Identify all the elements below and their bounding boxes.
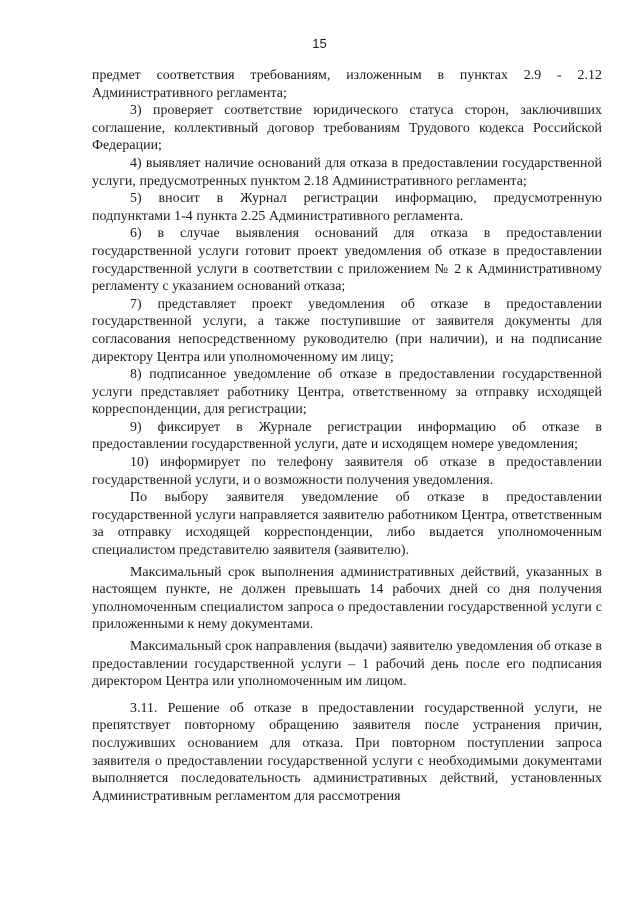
paragraph-item-9: 9) фиксирует в Журнале регистрации информацию об отказе в предоставлении государственной услуги, дате и исходящем номере уведомления; (92, 419, 602, 453)
paragraph-max-term-actions: Максимальный срок выполнения административных действий, указанных в настоящем пункте, не должен превышать 14 рабочих дней со дня получения уполномоченным специалистом запроса о предоставлении государственной услуги с приложенными к нему документами. (92, 564, 602, 633)
paragraph-item-10: 10) информирует по телефону заявителя об отказе в предоставлении государственной услуги, и о возможности получения уведомления. (92, 455, 602, 488)
paragraph-item-6: 6) в случае выявления оснований для отказа в предоставлении государственной услуги готовит проект уведомления об отказе в предоставлении государственной услуги в соответствии с приложением № 2 к Административному регламенту с указанием оснований отказа; (92, 226, 602, 295)
paragraph-item-5: 5) вносит в Журнал регистрации информацию, предусмотренную подпунктами 1-4 пункта 2.25 Административного регламента. (92, 191, 602, 224)
paragraph-section-3-11: 3.11. Решение об отказе в предоставлении государственной услуги, не препятствует повторному обращению заявителя после устранения причин, послуживших основанием для отказа. При повторном поступлении запроса заявителя о предоставлении государственной услуги с необходимыми документами выполняется последовательность административных действий, установленных Административным регламентом для рассмотрения (92, 700, 602, 804)
paragraph-item-3: 3) проверяет соответствие юридического статуса сторон, заключивших соглашение, коллективный договор требованиям Трудового кодекса Российской Федерации; (92, 103, 602, 154)
page-number: 15 (312, 36, 327, 51)
paragraph-item-7: 7) представляет проект уведомления об отказе в предоставлении государственной услуги, а также поступившие от заявителя документы для согласования непосредственному руководителю (при наличии), и на подписание директору Центра или уполномоченному им лицу; (92, 296, 602, 365)
paragraph-delivery-choice: По выбору заявителя уведомление об отказе в предоставлении государственной услуги направляется заявителю работником Центра, ответственным за отправку исходящей корреспонденции, либо выдается уполномоченным специалистом представителю заявителя (заявителю). (92, 490, 602, 559)
paragraph-max-term-delivery: Максимальный срок направления (выдачи) заявителю уведомления об отказе в предоставлении государственной услуги – 1 рабочий день после его подписания директором Центра или уполномоченным им лицом. (92, 639, 602, 690)
paragraph-continuation: предмет соответствия требованиям, изложенным в пунктах 2.9 - 2.12 Административного регламента; (92, 68, 602, 101)
paragraph-item-8: 8) подписанное уведомление об отказе в предоставлении государственной услуги представляет работнику Центра, ответственному за отправку исходящей корреспонденции, для регистрации; (92, 367, 602, 418)
document-body (92, 67, 602, 805)
paragraph-item-4: 4) выявляет наличие оснований для отказа в предоставлении государственной услуги, предусмотренных пунктом 2.18 Административного регламента; (92, 155, 602, 189)
